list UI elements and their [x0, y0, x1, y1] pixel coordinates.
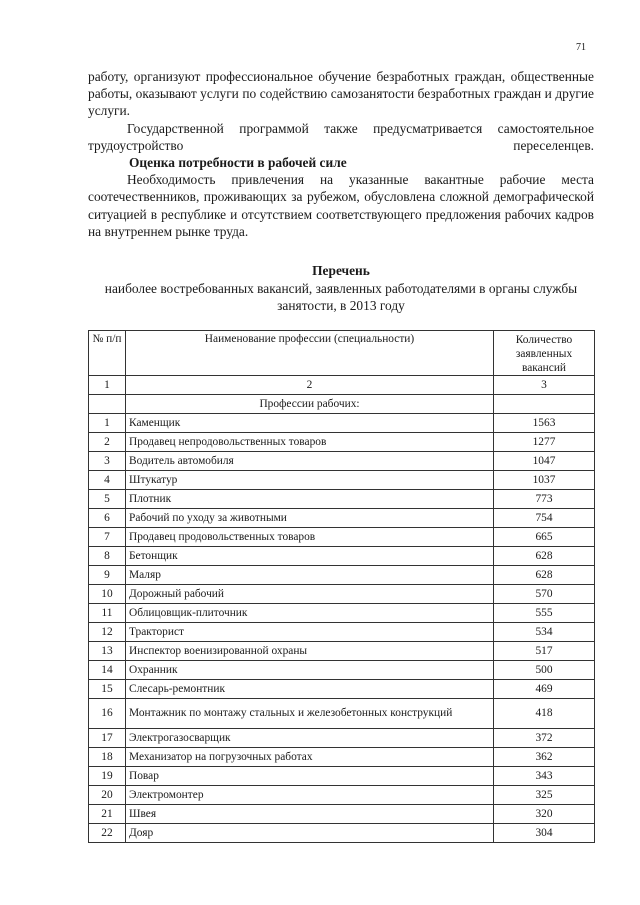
row-number: 13 — [89, 642, 126, 661]
table-row — [89, 824, 595, 843]
profession-name: Повар — [126, 767, 494, 786]
row-number: 5 — [89, 490, 126, 509]
vacancy-count: 534 — [494, 623, 595, 642]
vacancy-count: 628 — [494, 547, 595, 566]
row-number: 1 — [89, 414, 126, 433]
profession-name: Тракторист — [126, 623, 494, 642]
table-row — [89, 748, 595, 767]
vacancy-count: 372 — [494, 729, 595, 748]
column-number-row — [89, 376, 595, 395]
page-number: 71 — [576, 42, 586, 53]
column-number: 3 — [494, 376, 595, 395]
vacancy-count: 555 — [494, 604, 595, 623]
profession-name: Охранник — [126, 661, 494, 680]
header-qty: Количество заявленных вакансий — [494, 331, 595, 376]
row-number: 22 — [89, 824, 126, 843]
profession-name: Каменщик — [126, 414, 494, 433]
column-number: 1 — [89, 376, 126, 395]
vacancy-count: 1277 — [494, 433, 595, 452]
vacancies-table — [88, 330, 595, 843]
vacancy-count: 665 — [494, 528, 595, 547]
list-heading: Перечень — [312, 263, 370, 278]
row-number: 14 — [89, 661, 126, 680]
table-row — [89, 490, 595, 509]
vacancy-count: 320 — [494, 805, 595, 824]
list-subtitle: наиболее востребованных вакансий, заявленных работодателями в органы службы занятости, в 2013 году — [104, 280, 578, 314]
profession-name: Маляр — [126, 566, 494, 585]
table-row — [89, 642, 595, 661]
table-row — [89, 547, 595, 566]
table-row — [89, 805, 595, 824]
table-row — [89, 566, 595, 585]
row-number: 8 — [89, 547, 126, 566]
group-row — [89, 395, 595, 414]
profession-name: Продавец продовольственных товаров — [126, 528, 494, 547]
table-row — [89, 661, 595, 680]
vacancy-count: 1047 — [494, 452, 595, 471]
vacancy-count: 628 — [494, 566, 595, 585]
vacancy-count: 1563 — [494, 414, 595, 433]
row-number: 19 — [89, 767, 126, 786]
vacancy-count: 517 — [494, 642, 595, 661]
vacancy-count: 500 — [494, 661, 595, 680]
row-number: 20 — [89, 786, 126, 805]
row-number: 21 — [89, 805, 126, 824]
header-name: Наименование профессии (специальности) — [126, 331, 494, 376]
vacancy-count: 343 — [494, 767, 595, 786]
vacancy-count: 570 — [494, 585, 595, 604]
table-row — [89, 585, 595, 604]
header-num: № п/п — [89, 331, 126, 376]
row-number: 6 — [89, 509, 126, 528]
table-row — [89, 729, 595, 748]
table-row — [89, 452, 595, 471]
row-number: 11 — [89, 604, 126, 623]
profession-name: Электромонтер — [126, 786, 494, 805]
vacancy-count: 754 — [494, 509, 595, 528]
row-number: 17 — [89, 729, 126, 748]
vacancy-count: 418 — [494, 699, 595, 729]
profession-name: Дорожный рабочий — [126, 585, 494, 604]
table-row — [89, 786, 595, 805]
table-row — [89, 471, 595, 490]
profession-name: Бетонщик — [126, 547, 494, 566]
vacancy-count: 469 — [494, 680, 595, 699]
group-label: Профессии рабочих: — [126, 395, 494, 414]
table-header-row — [89, 331, 595, 376]
table-row — [89, 414, 595, 433]
vacancy-count: 304 — [494, 824, 595, 843]
profession-name: Водитель автомобиля — [126, 452, 494, 471]
row-number: 18 — [89, 748, 126, 767]
profession-name: Рабочий по уходу за животными — [126, 509, 494, 528]
table-row — [89, 604, 595, 623]
profession-name: Монтажник по монтажу стальных и железобетонных конструкций — [126, 699, 494, 729]
row-number: 15 — [89, 680, 126, 699]
vacancy-count: 773 — [494, 490, 595, 509]
profession-name: Механизатор на погрузочных работах — [126, 748, 494, 767]
table-row — [89, 528, 595, 547]
row-number: 9 — [89, 566, 126, 585]
profession-name: Дояр — [126, 824, 494, 843]
profession-name: Продавец непродовольственных товаров — [126, 433, 494, 452]
table-row — [89, 509, 595, 528]
table-row — [89, 767, 595, 786]
row-number: 7 — [89, 528, 126, 547]
section-heading: Оценка потребности в рабочей силе — [129, 155, 347, 171]
row-number: 2 — [89, 433, 126, 452]
vacancy-count: 362 — [494, 748, 595, 767]
profession-name: Слесарь-ремонтник — [126, 680, 494, 699]
profession-name: Плотник — [126, 490, 494, 509]
profession-name: Инспектор военизированной охраны — [126, 642, 494, 661]
table-row — [89, 433, 595, 452]
profession-name: Облицовщик-плиточник — [126, 604, 494, 623]
profession-name: Штукатур — [126, 471, 494, 490]
row-number: 12 — [89, 623, 126, 642]
row-number: 3 — [89, 452, 126, 471]
paragraph-2: Государственной программой также предусматривается самостоятельное трудоустройство переселенцев. — [88, 120, 594, 153]
row-number: 16 — [89, 699, 126, 729]
body-text — [88, 68, 594, 240]
table-row — [89, 623, 595, 642]
table-row — [89, 699, 595, 729]
profession-name: Швея — [126, 805, 494, 824]
paragraph-3: Необходимость привлечения на указанные вакантные рабочие места соотечественников, проживающих за рубежом, обусловлена сложной демографической ситуацией в республике и отсутствием соответствующего предложения рабочих кадров на внутреннем рынке труда. — [88, 172, 594, 239]
group-empty-cell — [494, 395, 595, 414]
paragraph-1: работу, организуют профессиональное обучение безработных граждан, общественные работы, оказывают услуги по содействию самозанятости безработных граждан и другие услуги. — [88, 69, 594, 119]
profession-name: Электрогазосварщик — [126, 729, 494, 748]
vacancy-count: 325 — [494, 786, 595, 805]
table-row — [89, 680, 595, 699]
row-number: 4 — [89, 471, 126, 490]
group-empty-cell — [89, 395, 126, 414]
row-number: 10 — [89, 585, 126, 604]
list-title — [88, 262, 594, 315]
vacancy-count: 1037 — [494, 471, 595, 490]
column-number: 2 — [126, 376, 494, 395]
